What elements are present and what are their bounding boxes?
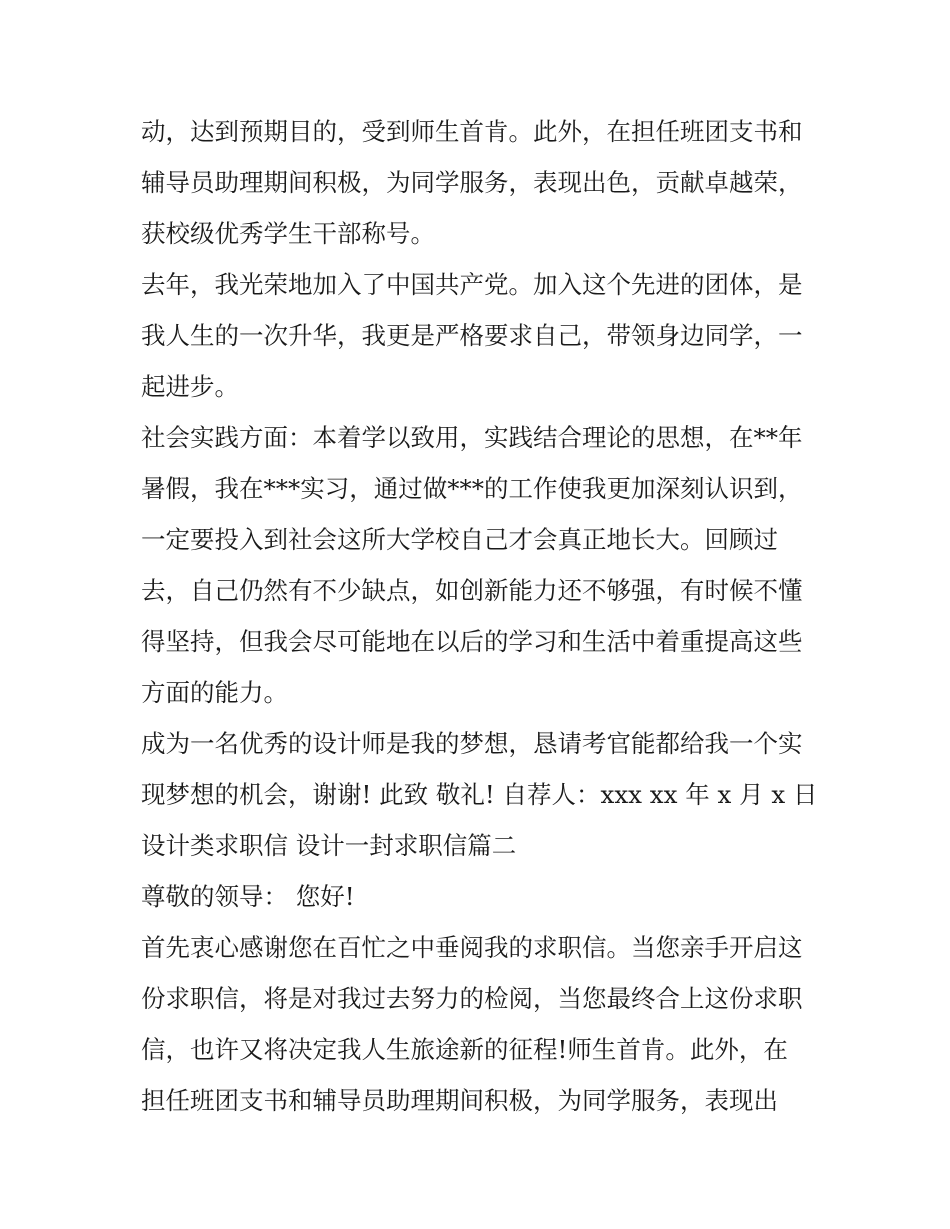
text-line: 份求职信，将是对我过去努力的检阅，当您最终合上这份求职 [141,984,803,1013]
text-line: 起进步。 [141,372,239,401]
text-line: 担任班团支书和辅导员助理期间积极，为同学服务，表现出 [141,1086,778,1115]
text-line: 方面的能力。 [141,678,288,707]
text-line: 现梦想的机会，谢谢! 此致 敬礼! 自荐人：xxx xx 年 x 月 x 日 [141,780,818,809]
text-line: 辅导员助理期间积极，为同学服务，表现出色，贡献卓越荣， [141,168,803,197]
text-line: 信，也许又将决定我人生旅途新的征程!师生首肯。此外，在 [141,1035,788,1064]
text-line: 动，达到预期目的，受到师生首肯。此外，在担任班团支书和 [141,117,803,146]
text-line: 成为一名优秀的设计师是我的梦想，恳请考官能都给我一个实 [141,729,803,758]
text-line: 去年，我光荣地加入了中国共产党。加入这个先进的团体，是 [141,270,803,299]
salutation: 尊敬的领导： 您好! [141,882,355,911]
body-text [141,106,821,1126]
text-line: 社会实践方面：本着学以致用，实践结合理论的思想，在**年 [141,423,803,452]
text-line: 得坚持，但我会尽可能地在以后的学习和生活中着重提高这些 [141,627,803,656]
text-line: 暑假，我在***实习，通过做***的工作使我更加深刻认识到， [141,474,803,503]
text-line: 我人生的一次升华，我更是严格要求自己，带领身边同学，一 [141,321,803,350]
text-line: 一定要投入到社会这所大学校自己才会真正地长大。回顾过 [141,525,778,554]
text-line: 首先衷心感谢您在百忙之中垂阅我的求职信。当您亲手开启这 [141,933,803,962]
text-line: 获校级优秀学生干部称号。 [141,219,435,248]
section-heading: 设计类求职信 设计一封求职信篇二 [141,831,517,860]
text-line: 去，自己仍然有不少缺点，如创新能力还不够强，有时候不懂 [141,576,803,605]
